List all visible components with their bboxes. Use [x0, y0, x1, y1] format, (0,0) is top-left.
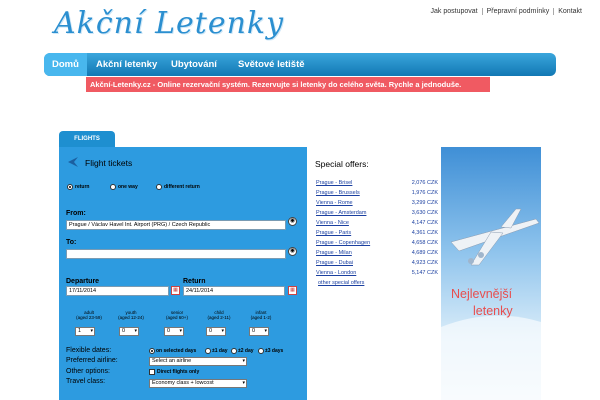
airplane-illustration — [441, 147, 541, 400]
top-link-how-to[interactable]: Jak postupovat — [430, 8, 478, 15]
flex-selected-label: on selected days — [156, 348, 197, 354]
pax-child-label: child (aged 2-11) — [207, 310, 231, 320]
offer-link[interactable]: Prague - Copenhagen 4,658 CZK — [316, 240, 438, 246]
offer-link[interactable]: Prague - Brussels 1,976 CZK — [316, 190, 438, 196]
pax-child-select[interactable]: 0 ▾ — [206, 327, 226, 336]
other-options-label: Other options: — [66, 368, 110, 375]
flexible-dates-label: Flexible dates: — [66, 347, 112, 354]
flex-2day-radio[interactable] — [231, 348, 237, 354]
top-link-terms[interactable]: Přepravní podmínky — [482, 8, 554, 15]
pax-youth-label: youth (aged 12-24) — [118, 310, 144, 320]
globe-icon[interactable]: ◉ — [289, 248, 296, 254]
airplane-icon — [67, 156, 79, 168]
flex-selected-radio[interactable] — [149, 348, 155, 354]
nav-item-accommodation[interactable]: Ubytování — [171, 59, 217, 70]
offer-link[interactable]: Prague - Paris 4,361 CZK — [316, 230, 438, 236]
chevron-down-icon: ▾ — [242, 380, 245, 386]
pax-senior-select[interactable]: 0 ▾ — [164, 327, 184, 336]
top-link-contact[interactable]: Kontakt — [553, 8, 586, 15]
return-input[interactable]: 24/11/2014 — [183, 286, 285, 296]
preferred-airline-label: Preferred airline: — [66, 357, 118, 364]
trip-return-radio[interactable] — [67, 184, 73, 190]
offer-link[interactable]: Prague - Dubai 4,923 CZK — [316, 260, 438, 266]
flight-tickets-title: Flight tickets — [85, 158, 133, 168]
site-logo[interactable]: Akční Letenky — [54, 6, 285, 41]
direct-flights-checkbox[interactable] — [149, 369, 155, 375]
special-offers-title: Special offers: — [315, 159, 369, 169]
nav-item-home[interactable]: Domů — [44, 53, 87, 76]
flex-3day-label: ±3 days — [265, 348, 284, 354]
flex-3day-radio[interactable] — [258, 348, 264, 354]
trip-return-label: return — [75, 184, 90, 190]
ad-text-line1: Nejlevnější — [451, 287, 513, 301]
offer-link[interactable]: Vienna - Rome 3,299 CZK — [316, 200, 438, 206]
chevron-down-icon: ▾ — [90, 328, 93, 334]
pax-youth-select[interactable]: 0 ▾ — [119, 327, 139, 336]
flight-search-panel — [59, 147, 307, 400]
other-offers-link[interactable]: other special offers — [318, 280, 365, 286]
pax-infant-select[interactable]: 0 ▾ — [249, 327, 269, 336]
offer-link[interactable]: Prague - Milan 4,689 CZK — [316, 250, 438, 256]
pax-adult-select[interactable]: 1 ▾ — [75, 327, 95, 336]
pax-adult-label: adult (aged 23-59) — [76, 310, 102, 320]
departure-input[interactable]: 17/11/2014 — [66, 286, 169, 296]
trip-oneway-radio[interactable] — [110, 184, 116, 190]
calendar-icon[interactable]: ▦ — [171, 286, 180, 295]
to-input[interactable] — [66, 249, 286, 259]
chevron-down-icon: ▾ — [134, 328, 137, 334]
flex-2day-label: ±2 day — [238, 348, 254, 354]
chevron-down-icon: ▾ — [221, 328, 224, 334]
travel-class-label: Travel class: — [66, 378, 106, 385]
pax-senior-label: senior (aged 60+) — [166, 310, 188, 320]
flex-1day-label: ±1 day — [212, 348, 228, 354]
main-nav — [44, 53, 556, 76]
direct-flights-label: Direct flights only — [157, 369, 200, 375]
offer-link[interactable]: Vienna - London 5,147 CZK — [316, 270, 438, 276]
tab-flights[interactable]: FLIGHTS — [59, 131, 115, 147]
info-banner: Akční-Letenky.cz - Online rezervační systém. Rezervujte si letenky do celého světa. Rychle a jednoduše. — [86, 77, 490, 92]
chevron-down-icon: ▾ — [179, 328, 182, 334]
offer-link[interactable]: Prague - Brisel 2,076 CZK — [316, 180, 438, 186]
trip-different-return-label: different return — [164, 184, 200, 190]
chevron-down-icon: ▾ — [242, 358, 245, 364]
from-label: From: — [66, 210, 86, 217]
return-label: Return — [183, 278, 206, 285]
travel-class-select[interactable]: Economy class + lowcost ▾ — [149, 379, 247, 388]
to-label: To: — [66, 239, 77, 246]
offer-link[interactable]: Prague - Amsterdam 3,630 CZK — [316, 210, 438, 216]
flex-1day-radio[interactable] — [205, 348, 211, 354]
airline-select[interactable]: Select an airline ▾ — [149, 357, 247, 366]
nav-item-airports[interactable]: Světové letiště — [238, 59, 305, 70]
departure-label: Departure — [66, 278, 100, 285]
advertisement-banner[interactable] — [441, 147, 541, 400]
chevron-down-icon: ▾ — [264, 328, 267, 334]
offer-link[interactable]: Vienna - Nice 4,147 CZK — [316, 220, 438, 226]
from-input[interactable]: Prague / Václav Havel Int. Airport (PRG) / Czech Republic — [66, 220, 286, 230]
trip-different-return-radio[interactable] — [156, 184, 162, 190]
calendar-icon[interactable]: ▦ — [288, 286, 297, 295]
globe-icon[interactable]: ◉ — [289, 218, 296, 224]
ad-text-line2: letenky — [473, 304, 513, 318]
pax-infant-label: infant (aged 1-2) — [250, 310, 272, 320]
trip-oneway-label: one way — [118, 184, 138, 190]
nav-item-deals[interactable]: Akční letenky — [96, 59, 158, 70]
top-links — [427, 8, 587, 15]
